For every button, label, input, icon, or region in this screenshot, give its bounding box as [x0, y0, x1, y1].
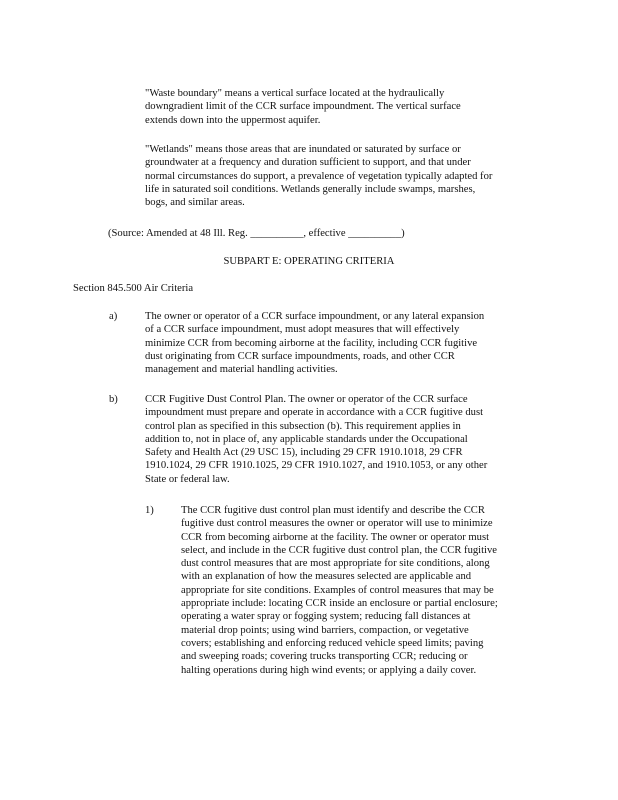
text-line: groundwater at a frequency and duration sufficient to support, and that under — [145, 157, 471, 169]
text-line: "Wetlands" means those areas that are inundated or saturated by surface or — [145, 144, 461, 155]
subsection-b-text — [145, 393, 487, 486]
text-line: select, and include in the CCR fugitive dust control plan, the CCR fugitive — [181, 544, 497, 556]
text-line: appropriate include: locating CCR inside an enclosure or partial enclosure; — [181, 598, 498, 610]
text-line: "Waste boundary" means a vertical surface located at the hydraulically — [145, 88, 445, 99]
text-line: dust originating from CCR surface impoundments, roads, and other CCR — [145, 350, 455, 362]
text-line: and sweeping roads; covering trucks transporting CCR; reducing or — [181, 651, 468, 663]
text-line: dust control measures that are most appropriate for site conditions, along — [181, 558, 490, 570]
text-line: life in saturated soil conditions. Wetlands generally include swamps, marshes, — [145, 183, 476, 195]
text-line: operating a water spray or fogging system; reducing fall distances at — [181, 611, 471, 623]
text-line: CCR Fugitive Dust Control Plan. The owner or operator of the CCR surface — [145, 394, 468, 405]
text-line: halting operations during high wind events; or applying a daily cover. — [181, 664, 477, 676]
text-line: impoundment must prepare and operate in accordance with a CCR fugitive dust — [145, 407, 484, 419]
text-line: material drop points; using wind barriers, compaction, or vegetative — [181, 624, 469, 636]
section-heading: Section 845.500 Air Criteria — [73, 283, 194, 294]
source-note: (Source: Amended at 48 Ill. Reg. __________, effective __________) — [108, 228, 405, 239]
text-line: appropriate for site conditions. Examples of control measures that may be — [181, 584, 494, 596]
subpart-heading: SUBPART E: OPERATING CRITERIA — [223, 256, 395, 267]
text-line: Safety and Health Act (29 USC 15), including 29 CFR 1910.1018, 29 CFR — [145, 447, 463, 459]
text-line: CCR from becoming airborne at the facility. The owner or operator must — [181, 531, 490, 543]
text-line: control plan as specified in this subsection (b). This requirement applies in — [145, 420, 461, 432]
definition-wetlands — [145, 143, 492, 209]
subsection-b1-label: 1) — [145, 505, 154, 516]
text-line: management and material handling activities. — [145, 364, 338, 376]
text-line: bogs, and similar areas. — [145, 197, 245, 209]
subsection-a-label: a) — [109, 311, 118, 322]
text-line: 1910.1024, 29 CFR 1910.1025, 29 CFR 1910.1027, and 1910.1053, or any other — [145, 460, 488, 472]
text-line: The owner or operator of a CCR surface impoundment, or any lateral expansion — [145, 311, 485, 322]
text-line: fugitive dust control measures the owner or operator will use to minimize — [181, 518, 493, 530]
text-line: addition to, not in place of, any applicable standards under the Occupational — [145, 433, 468, 445]
text-line: minimize CCR from becoming airborne at the facility, including CCR fugitive — [145, 337, 478, 349]
text-line: of a CCR surface impoundment, must adopt measures that will effectively — [145, 324, 460, 336]
text-line: The CCR fugitive dust control plan must identify and describe the CCR — [181, 505, 485, 516]
text-line: State or federal law. — [145, 473, 230, 485]
text-line: downgradient limit of the CCR surface impoundment. The vertical surface — [145, 101, 461, 113]
text-line: covers; establishing and enforcing reduced vehicle speed limits; paving — [181, 637, 484, 649]
text-line: normal circumstances do support, a prevalence of vegetation typically adapted for — [145, 170, 493, 182]
text-line: extends down into the uppermost aquifer. — [145, 114, 321, 126]
subsection-b1-text — [181, 504, 498, 677]
subsection-b-label: b) — [109, 394, 118, 405]
text-line: with an explanation of how the measures selected are applicable and — [181, 571, 472, 583]
definition-waste-boundary — [145, 87, 461, 127]
subsection-a-text — [145, 310, 484, 376]
